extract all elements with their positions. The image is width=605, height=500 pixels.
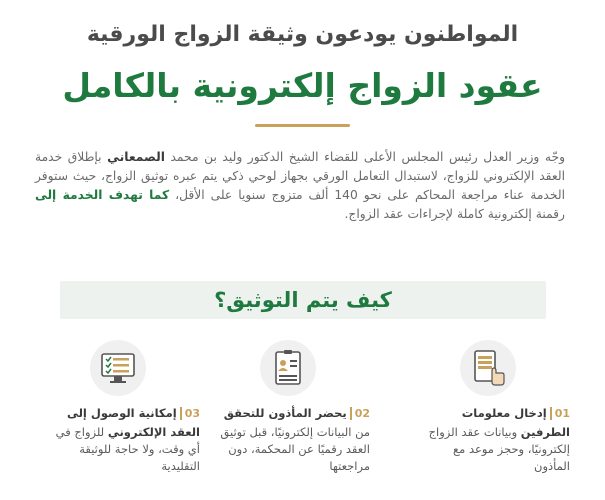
headline: المواطنون يودعون وثيقة الزواج الورقية <box>86 22 519 47</box>
tablet-touch-icon <box>460 340 516 396</box>
step-1-number: 01 <box>550 407 570 420</box>
step-1-head <box>420 404 570 422</box>
lead-part-1: وجّه وزير العدل رئيس المجلس الأعلى للقضاء الشيخ الدكتور وليد بن محمد <box>164 150 566 164</box>
monitor-checklist-icon <box>90 340 146 396</box>
step-1-body-bold: الطرفين <box>520 425 570 439</box>
lead-paragraph <box>35 148 565 224</box>
step-3-body-text: للزواج في أي وقت، ولا حاجة للوثيقة التقليدية <box>55 425 200 473</box>
lead-name: الصمعاني <box>107 150 165 164</box>
id-document-icon <box>260 340 316 396</box>
main-title: عقود الزواج إلكترونية بالكامل <box>62 66 543 105</box>
step-2-title: يحضر المأذون للتحقق <box>223 406 347 420</box>
step-3-title: إمكانية الوصول إلى <box>66 406 177 420</box>
lead-highlight: كما تهدف الخدمة إلى <box>35 188 170 202</box>
step-1-body-text: وبيانات عقد الزواج إلكترونيًا، وحجز موعد مع المأذون <box>428 425 570 473</box>
step-2-body <box>220 424 370 475</box>
section-heading: كيف يتم التوثيق؟ <box>60 281 546 319</box>
step-2 <box>220 340 370 500</box>
step-3-body <box>50 424 200 475</box>
title-divider <box>255 124 350 127</box>
step-1-title: إدخال معلومات <box>461 406 547 420</box>
step-2-body-text: من البيانات إلكترونيًا، قبل توثيق العقد رقميًا عن المحكمة، دون مراجعتها <box>220 425 370 473</box>
step-2-head <box>220 404 370 422</box>
lead-part-3: رقمنة إلكترونية كاملة لإجراءات عقد الزواج. <box>344 207 565 221</box>
step-3-head <box>50 404 200 422</box>
step-1-body <box>420 424 570 475</box>
step-3-body-bold: العقد الإلكتروني <box>107 425 200 439</box>
step-3 <box>50 340 200 500</box>
step-3-number: 03 <box>180 407 200 420</box>
step-1 <box>420 340 570 500</box>
step-2-number: 02 <box>350 407 370 420</box>
lead-part-2: بإطلاق خدمة العقد الإلكتروني للزواج، لاستبدال التعامل الورقي بجهاز لوحي ذكي يتم عبره توثيق الزواج، حيث ستوفر الخدمة عناء مراجعة المحاكم على نحو 140 ألف متزوج سنويا على الأقل، <box>35 150 565 202</box>
